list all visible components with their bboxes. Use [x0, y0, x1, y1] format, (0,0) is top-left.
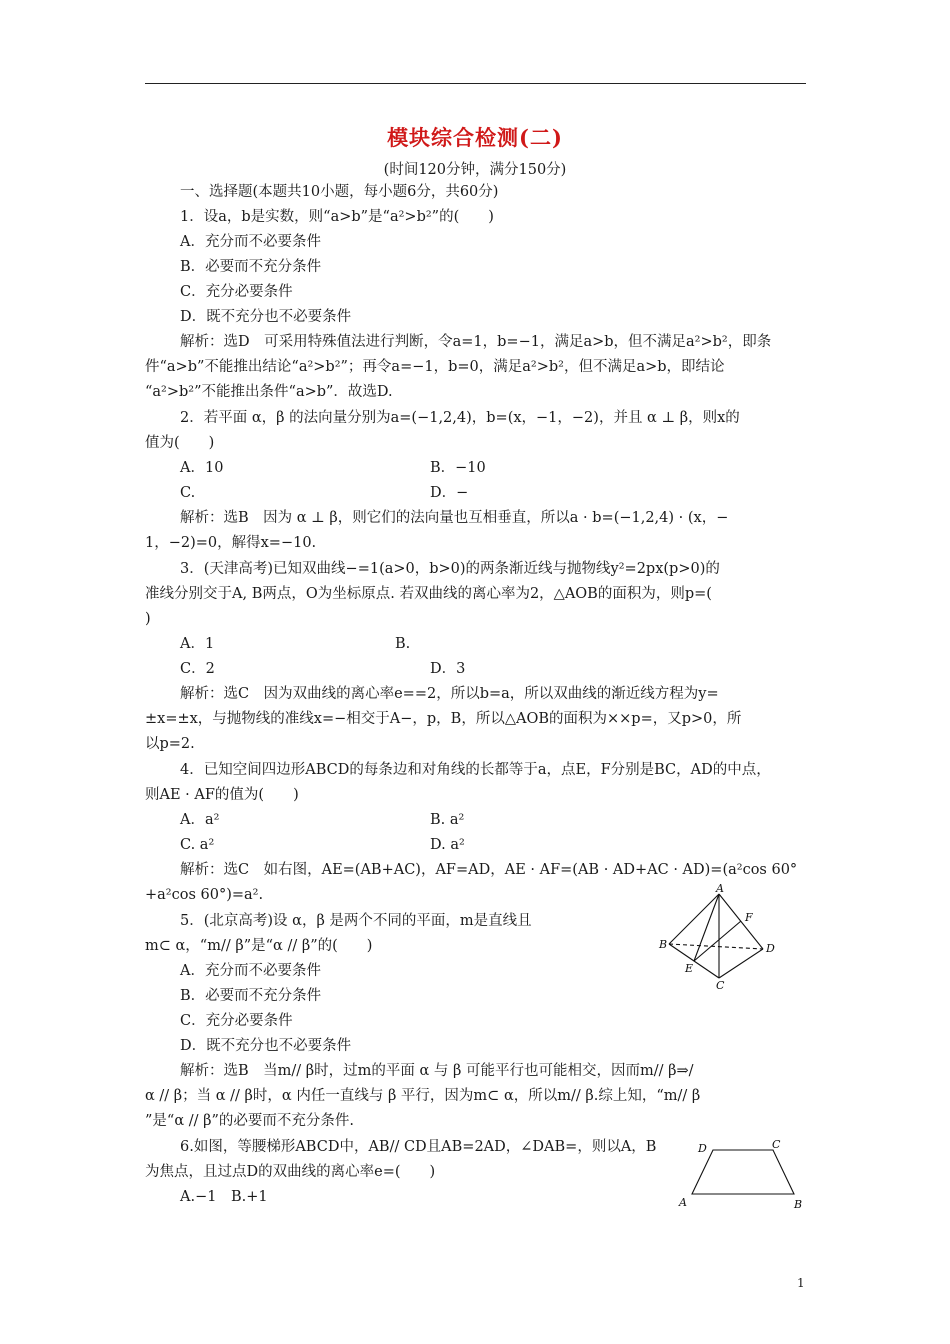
- question-3-cont: 准线分别交于A, B两点，O为坐标原点. 若双曲线的离心率为2，△AOB的面积为，则p=(: [145, 586, 712, 602]
- question-6-cont: 为焦点，且过点D的双曲线的离心率e=( ): [145, 1164, 436, 1180]
- question-3: 3．(天津高考)已知双曲线−=1(a>0，b>0)的两条渐近线与抛物线y²=2px(p>0)的: [180, 561, 720, 577]
- option-d: D．−: [430, 485, 469, 501]
- question-1: 1．设a，b是实数，则“a>b”是“a²>b²”的( ): [180, 209, 494, 225]
- question-6-options: A.−1 B.+1: [180, 1189, 268, 1205]
- question-2-cont: 值为( ): [145, 435, 215, 451]
- question-2: 2．若平面 α，β 的法向量分别为a=(−1,2,4)，b=(x，−1，−2)，并且 α ⊥ β，则x的: [180, 410, 740, 426]
- question-5: 5．(北京高考)设 α，β 是两个不同的平面，m是直线且: [180, 913, 532, 929]
- question-6: 6.如图，等腰梯形ABCD中，AB// CD且AB=2AD，∠DAB=，则以A，B: [180, 1139, 657, 1155]
- option-b: B．必要而不充分条件: [180, 988, 322, 1004]
- vertex-label-a: A: [716, 882, 724, 895]
- option-c: C. a²: [180, 837, 215, 853]
- option-a: A．10: [180, 460, 224, 476]
- option-a: A．充分而不必要条件: [180, 963, 321, 979]
- solution-line: 件“a>b”不能推出结论“a²>b²”；再令a=−1，b=0，满足a²>b²，但不满足a>b，即结论: [145, 359, 725, 375]
- option-d: D．3: [430, 661, 466, 677]
- header-rule: [145, 83, 806, 84]
- trapezoid-figure: [672, 1134, 812, 1214]
- page-number: 1: [797, 1276, 805, 1290]
- option-a: A．a²: [180, 812, 220, 828]
- vertex-label-c: C: [772, 1138, 781, 1151]
- option-d: D．既不充分也不必要条件: [180, 1038, 352, 1054]
- question-3-cont: ): [145, 611, 151, 627]
- solution-line: 解析：选C 因为双曲线的离心率e==2，所以b=a，所以双曲线的渐近线方程为y=: [180, 686, 719, 702]
- option-a: A．1: [180, 636, 215, 652]
- vertex-label-b: B: [794, 1198, 803, 1211]
- option-a: A．充分而不必要条件: [180, 234, 321, 250]
- question-5-cont: m⊂ α，“m// β”是“α // β”的( ): [145, 938, 373, 954]
- solution-line: 解析：选C 如右图，AE=(AB+AC)，AF=AD，AE · AF=(AB · AD+AC · AD)=(a²cos 60°: [180, 862, 798, 878]
- page-title: 模块综合检测(二): [387, 125, 563, 150]
- option-b: B.: [395, 636, 411, 652]
- vertex-label-b: B: [659, 938, 668, 951]
- solution-line: 解析：选B 因为 α ⊥ β，则它们的法向量也互相垂直，所以a · b=(−1,2,4) · (x，−: [180, 510, 729, 526]
- page-subtitle: (时间120分钟，满分150分): [383, 162, 567, 178]
- point-label-e: E: [685, 962, 694, 975]
- option-c: C．充分必要条件: [180, 1013, 293, 1029]
- solution-line: α // β；当 α // β时，α 内任一直线与 β 平行，因为m⊂ α，所以m// β.综上知，“m// β: [145, 1088, 701, 1104]
- solution-line: 解析：选B 当m// β时，过m的平面 α 与 β 可能平行也可能相交，因而m// β⇒/: [180, 1063, 694, 1079]
- tetrahedron-figure: [655, 882, 785, 992]
- solution-line: “a²>b²”不能推出条件“a>b”．故选D.: [145, 384, 393, 400]
- option-b: B．必要而不充分条件: [180, 259, 322, 275]
- option-c: C．2: [180, 661, 215, 677]
- vertex-label-c: C: [716, 979, 725, 992]
- question-4: 4．已知空间四边形ABCD的每条边和对角线的长都等于a，点E，F分别是BC，AD的中点，: [180, 762, 771, 778]
- solution-line: ”是“α // β”的必要而不充分条件.: [145, 1113, 355, 1129]
- solution-line: +a²cos 60°)=a².: [145, 887, 264, 903]
- option-c: C.: [180, 485, 196, 501]
- option-d: D．既不充分也不必要条件: [180, 309, 352, 325]
- vertex-label-a: A: [679, 1196, 687, 1209]
- option-c: C．充分必要条件: [180, 284, 293, 300]
- option-d: D. a²: [430, 837, 465, 853]
- section-heading: 一、选择题(本题共10小题，每小题6分，共60分): [180, 184, 499, 200]
- solution-line: 1，−2)=0，解得x=−10.: [145, 535, 317, 551]
- solution-line: 解析：选D 可采用特殊值法进行判断，令a=1，b=−1，满足a>b，但不满足a²>b²，即条: [180, 334, 772, 350]
- solution-line: 以p=2.: [145, 736, 195, 752]
- solution-line: ±x=±x，与抛物线的准线x=−相交于A−，p，B，所以△AOB的面积为××p=，又p>0，所: [145, 711, 742, 727]
- point-label-f: F: [745, 911, 753, 924]
- vertex-label-d: D: [766, 942, 775, 955]
- option-b: B. a²: [430, 812, 465, 828]
- vertex-label-d: D: [698, 1142, 707, 1155]
- option-b: B．−10: [430, 460, 486, 476]
- question-4-cont: 则AE · AF的值为( ): [145, 787, 299, 803]
